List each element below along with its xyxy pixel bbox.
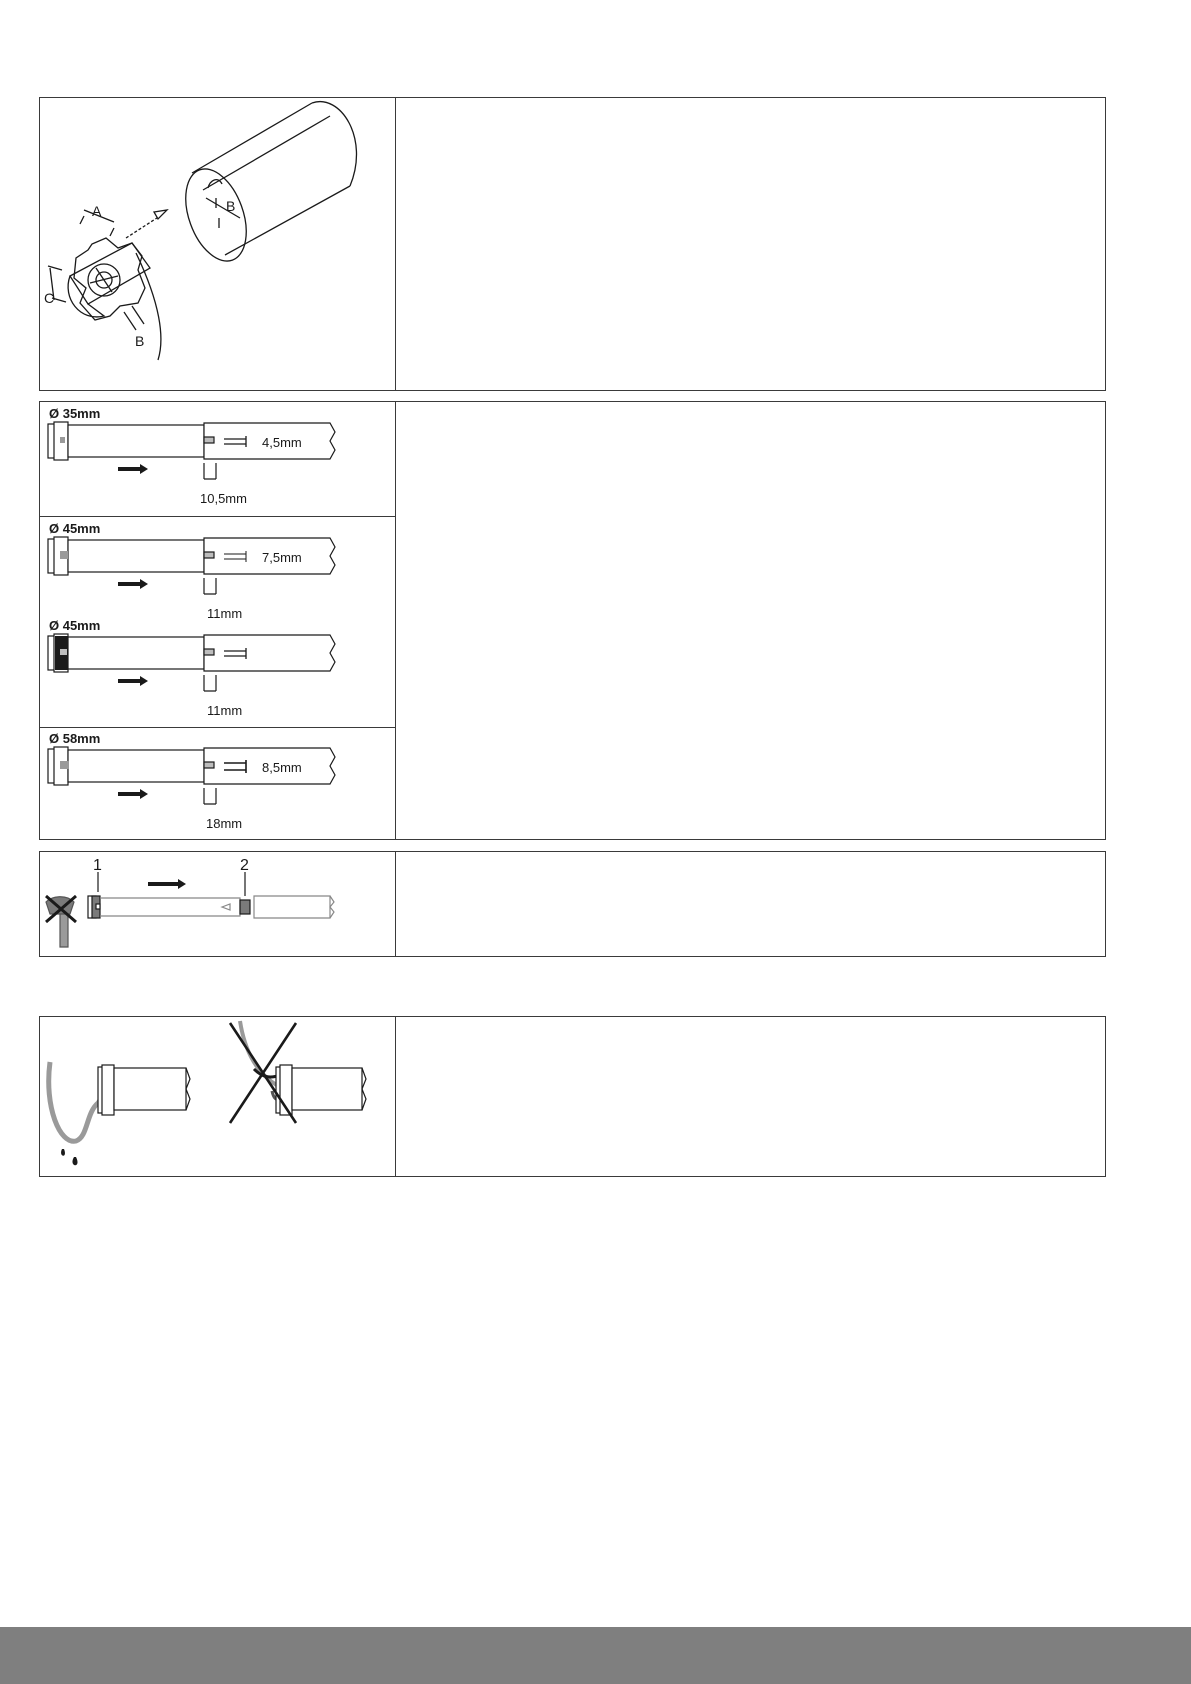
row-gap-35: 10,5mm <box>200 491 247 506</box>
row-diameter-45b: Ø 45mm <box>49 618 101 633</box>
figure-box-diameters <box>39 401 1106 840</box>
row-depth-35: 4,5mm <box>262 435 302 450</box>
row-diameter-45a: Ø 45mm <box>49 521 101 536</box>
callout-1: 1 <box>93 857 102 874</box>
label-a: A <box>92 203 102 219</box>
figure-box-insertion <box>39 851 1106 957</box>
row-depth-45a: 7,5mm <box>262 550 302 565</box>
row-gap-45a: 11mm <box>207 606 243 621</box>
figure-box-adapter <box>39 97 1106 391</box>
figure-box-cable <box>39 1016 1106 1177</box>
insertion-illustration <box>40 852 396 956</box>
row-diameter-35: Ø 35mm <box>49 406 101 421</box>
page-footer-bar <box>0 1627 1191 1684</box>
row-diameter-58: Ø 58mm <box>49 731 101 746</box>
callout-2: 2 <box>240 857 249 874</box>
label-c: C <box>44 290 55 306</box>
adapter-tube-illustration <box>40 98 396 390</box>
row-gap-58: 18mm <box>206 816 243 831</box>
row-depth-58: 8,5mm <box>262 760 302 775</box>
cable-drip-loop-illustration <box>40 1017 396 1176</box>
label-b-tube: B <box>226 198 236 214</box>
row-gap-45b: 11mm <box>207 703 243 718</box>
label-b-adapter: B <box>135 333 145 349</box>
